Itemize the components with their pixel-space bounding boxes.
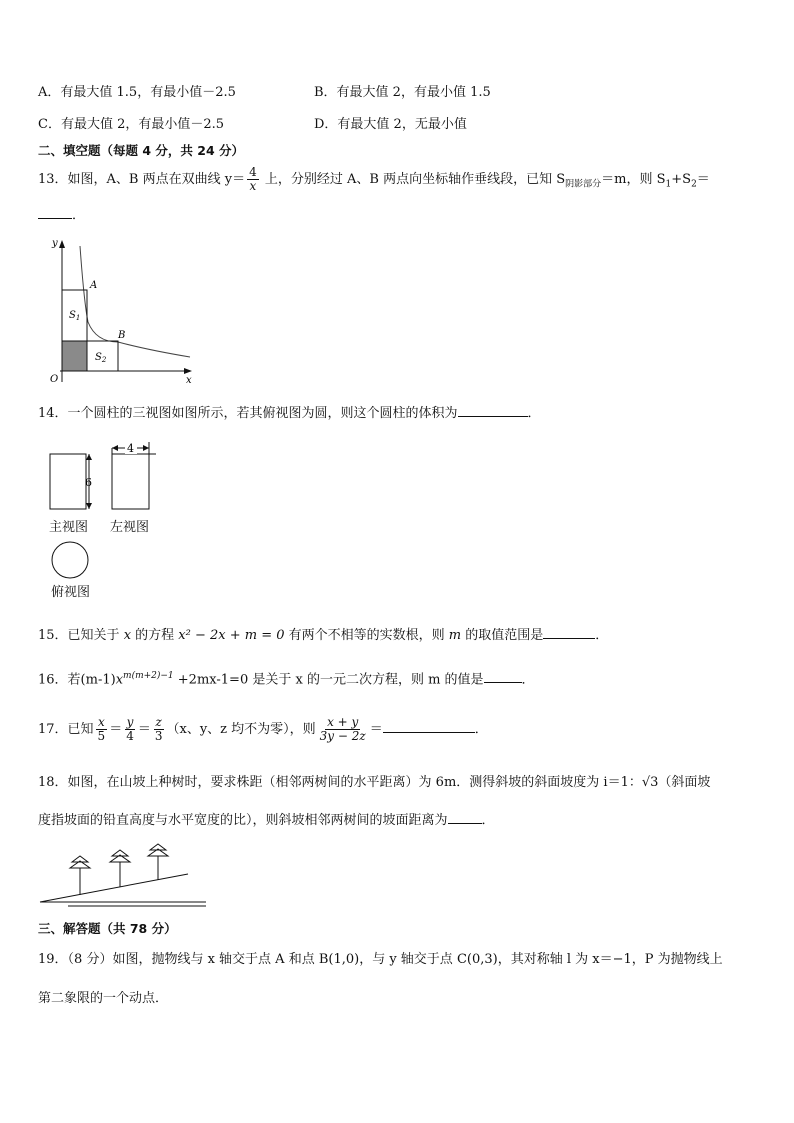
hyperbola-curve [80,246,190,357]
question-19-line-2: 第二象限的一个动点． [38,991,169,1006]
q13-text-3: ＝m，则 S [601,172,666,187]
q14-text: 14．一个圆柱的三视图如图所示，若其俯视图为圆，则这个圆柱的体积为 [38,406,458,421]
question-16: 16．若$(m-1)x^{m(m+2)-1} +2mx-1=0$ 是关于 x 的一元二次方程，则 m 的值是 ． [38,671,535,688]
slope-line [40,874,188,902]
q13-answer-line [38,208,85,224]
q14-end: ． [527,406,541,421]
width-label: 4 [127,442,134,455]
q13-equals: ＝ [696,172,710,187]
section-2-title: 二、填空题（每题 4 分，共 24 分） [38,143,245,158]
question-18-line-2: 度指坡面的铅直高度与水平宽度的比），则斜坡相邻两树间的坡面距离为 ． [38,813,495,828]
tree-3 [148,844,168,880]
y-label: y [52,238,58,249]
point-b-label: B [118,330,126,341]
q13-text-2: 上，分别经过 A、B 两点向坐标轴作垂线段，已知 S [260,172,566,187]
question-13 [38,164,710,201]
q13-blank [38,208,72,219]
s2-label: $S_2$ [95,352,107,364]
q18-slope-figure [38,840,210,912]
option-a: A．有最大值 1.5，有最小值－2.5 [38,85,236,100]
q13-frac-den: x [249,179,257,193]
q13-text-1: 13．如图，A、B 两点在双曲线 y＝ [38,172,246,187]
height-label: 6 [85,476,92,489]
q14-blank [458,406,528,417]
q15-blank [543,628,595,639]
q13-plus: +S [671,172,692,187]
q13-s2-sub: 2 [691,179,697,190]
question-19-line-1: 19．（8 分）如图，抛物线与 x 轴交于点 A 和点 B(1,0)，与 y 轴交于点 C(0,3)，其对称轴 l 为 x＝−1，P 为抛物线上 [38,952,723,967]
q15-equation: x² − 2x + m = 0 [178,628,285,643]
q13-fraction [247,166,259,192]
question-18-line-1: 18．如图，在山坡上种树时，要求株距（相邻两树间的水平距离）为 6m．测得斜坡的斜面坡度为 i＝1：√3（斜面坡 [38,775,711,790]
x-axis-arrow [184,368,192,374]
front-view-label: 主视图 [49,520,89,535]
q13-subscript: 阴影部分 [565,179,602,190]
question-17: 17．已知 $\frac{x}{5}$ ＝ $\frac{y}{4}$ ＝ $\frac{z}{3}$ （x、y、z 均不为零），则 $\frac{x + y}{3y - 2z}$ ＝ ． [38,715,488,743]
q13-hyperbola-figure [38,232,198,387]
question-15: 15．已知关于 x 的方程 x² − 2x + m = 0 有两个不相等的实数根，则 m 的取值范围是 ． [38,628,609,643]
top-view-label: 俯视图 [51,585,91,600]
left-view-rect [112,454,149,509]
point-a-label: A [90,280,98,291]
s1-label: $S_1$ [69,310,81,322]
question-14 [38,406,541,422]
tree-2 [110,850,130,887]
x-label: x [186,375,192,386]
q16-exponent: m(m+2)−1 [123,671,174,681]
q13-s1-sub: 1 [665,179,672,190]
q17-blank [383,722,475,733]
q13-frac-num: 4 [249,165,257,180]
q16-blank [484,672,522,683]
shaded-region [62,341,87,371]
top-view-circle [52,542,88,578]
left-view-label: 左视图 [110,520,150,535]
option-d: D．有最大值 2，无最小值 [314,117,467,132]
option-c: C．有最大值 2，有最小值－2.5 [38,117,225,132]
origin-label: O [50,374,59,385]
q18-blank [448,813,482,824]
tree-1 [70,856,90,895]
option-b: B．有最大值 2，有最小值 1.5 [314,85,491,100]
q13-end: ． [72,208,86,223]
section-3-title: 三、解答题（共 78 分） [38,921,177,936]
y-axis-arrow [59,240,65,248]
front-view-rect [50,454,86,509]
